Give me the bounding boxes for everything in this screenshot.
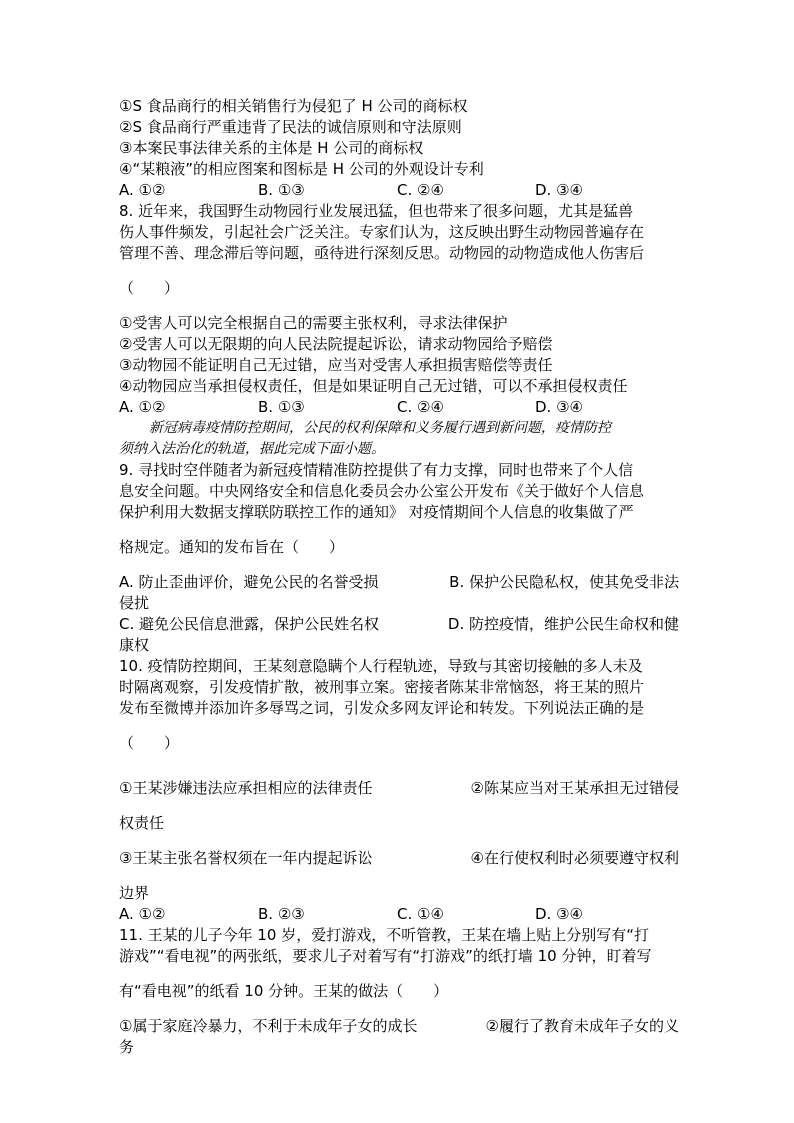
q10-answer-blank: （ ）	[119, 734, 180, 752]
q10-item-2-cont: 权责任	[119, 814, 165, 832]
q10-items-row-2	[119, 848, 679, 869]
q9-option-d-cont: 康权	[119, 636, 150, 654]
q9-options-row-1	[119, 572, 679, 593]
q9-option-b-cont: 侵扰	[119, 594, 150, 612]
q8-option-a[interactable]: A. ①②	[119, 398, 166, 416]
q7-option-b[interactable]: B. ①③	[258, 181, 305, 199]
q7-item-3: ③本案民事法律关系的主体是 H 公司的商标权	[119, 139, 424, 157]
q8-item-1: ①受害人可以完全根据自己的需要主张权利，寻求法律保护	[119, 314, 508, 332]
q8-stem-line-1: 8. 近年来，我国野生动物园行业发展迅猛，但也带来了很多问题，尤其是猛兽	[119, 202, 634, 220]
q7-option-d[interactable]: D. ③④	[535, 181, 583, 199]
q8-item-4: ④动物园应当承担侵权责任，但是如果证明自己无过错，可以不承担侵权责任	[119, 377, 628, 395]
q7-options	[119, 180, 679, 201]
q11-item-2-cont: 务	[119, 1038, 135, 1056]
q8-stem-line-3: 管理不善、理念滞后等问题，亟待进行深刻反思。动物园的动物造成他人伤害后	[119, 244, 645, 262]
q9-option-c[interactable]: C. 避免公民信息泄露，保护公民姓名权	[119, 615, 380, 633]
q8-options	[119, 397, 679, 418]
q10-option-a[interactable]: A. ①②	[119, 905, 166, 923]
q11-stem-line-3: 有“看电视”的纸看 10 分钟。王某的做法（ ）	[119, 982, 449, 1000]
q9-option-d[interactable]: D. 防控疫情，维护公民生命权和健	[447, 615, 679, 633]
q9-option-a[interactable]: A. 防止歪曲评价，避免公民的名誉受损	[119, 573, 379, 591]
q8-option-c[interactable]: C. ②④	[397, 398, 444, 416]
intro-line-1: 新冠病毒疫情防控期间，公民的权利保障和义务履行遇到新问题，疫情防控	[149, 420, 611, 436]
q10-stem-line-2: 时隔离观察，引发疫情扩散，被刑事立案。密接者陈某非常恼怒，将王某的照片	[119, 678, 645, 696]
q9-stem-line-2: 息安全问题。中央网络安全和信息化委员会办公室公开发布《关于做好个人信息	[119, 482, 645, 500]
q10-item-1: ①王某涉嫌违法应承担相应的法律责任	[119, 779, 373, 797]
q10-option-d[interactable]: D. ③④	[535, 905, 583, 923]
q9-stem-line-1: 9. 寻找时空伴随者为新冠疫情精准防控提供了有力支撑，同时也带来了个人信	[119, 461, 634, 479]
q7-option-a[interactable]: A. ①②	[119, 181, 166, 199]
q11-item-2: ②履行了教育未成年子女的义	[485, 1017, 679, 1035]
q7-item-4: ④“某粮液”的相应图案和图标是 H 公司的外观设计专利	[119, 160, 484, 178]
q8-item-3: ③动物园不能证明自己无过错，应当对受害人承担损害赔偿等责任	[119, 356, 553, 374]
q10-stem-line-3: 发布至微博并添加许多辱骂之词，引发众多网友评论和转发。下列说法正确的是	[119, 699, 645, 717]
q9-stem-line-3: 保护利用大数据支撑联防联控工作的通知》 对疫情期间个人信息的收集做了严	[119, 503, 634, 521]
q10-item-4-cont: 边界	[119, 884, 150, 902]
q11-item-1: ①属于家庭冷暴力，不利于未成年子女的成长	[119, 1017, 418, 1035]
q8-block	[119, 201, 679, 418]
q10-options	[119, 904, 679, 925]
q11-items-row-1	[119, 1016, 679, 1037]
q10-item-3: ③王某主张名誉权须在一年内提起诉讼	[119, 849, 373, 867]
q11-stem-line-1: 11. 王某的儿子今年 10 岁，爱打游戏，不听管教，王某在墙上贴上分别写有“打	[119, 926, 650, 944]
q10-stem-line-1: 10. 疫情防控期间，王某刻意隐瞒个人行程轨迹，导致与其密切接触的多人未及	[119, 657, 643, 675]
section-intro	[119, 418, 679, 460]
q9-option-b[interactable]: B. 保护公民隐私权，使其免受非法	[449, 573, 679, 591]
q8-option-d[interactable]: D. ③④	[535, 398, 583, 416]
q9-block	[119, 460, 679, 656]
intro-line-2: 须纳入法治化的轨道，据此完成下面小题。	[119, 441, 385, 457]
q10-block	[119, 656, 679, 925]
q10-item-4: ④在行使权利时必须要遵守权利	[470, 849, 679, 867]
q9-options-row-2	[119, 614, 679, 635]
q7-block	[119, 96, 679, 201]
q11-stem-line-2: 游戏”“看电视”的两张纸，要求儿子对着写有“打游戏”的纸打墙 10 分钟，盯着写	[119, 947, 652, 965]
q8-option-b[interactable]: B. ①③	[258, 398, 305, 416]
q7-item-2: ②S 食品商行严重违背了民法的诚信原则和守法原则	[119, 118, 462, 136]
q10-items-row-1	[119, 778, 679, 799]
q10-option-c[interactable]: C. ①④	[397, 905, 444, 923]
q8-item-2: ②受害人可以无限期的向人民法院提起诉讼，请求动物园给予赔偿	[119, 335, 553, 353]
q10-item-2: ②陈某应当对王某承担无过错侵	[470, 779, 679, 797]
q8-answer-blank: （ ）	[119, 279, 180, 297]
q11-block	[119, 925, 679, 1058]
q7-option-c[interactable]: C. ②④	[397, 181, 444, 199]
exam-page	[119, 96, 679, 1058]
q7-item-1: ①S 食品商行的相关销售行为侵犯了 H 公司的商标权	[119, 97, 468, 115]
q8-stem-line-2: 伤人事件频发，引起社会广泛关注。专家们认为，这反映出野生动物园普遍存在	[119, 223, 645, 241]
q10-option-b[interactable]: B. ②③	[258, 905, 305, 923]
q9-stem-line-4: 格规定。通知的发布旨在（ ）	[119, 538, 345, 556]
